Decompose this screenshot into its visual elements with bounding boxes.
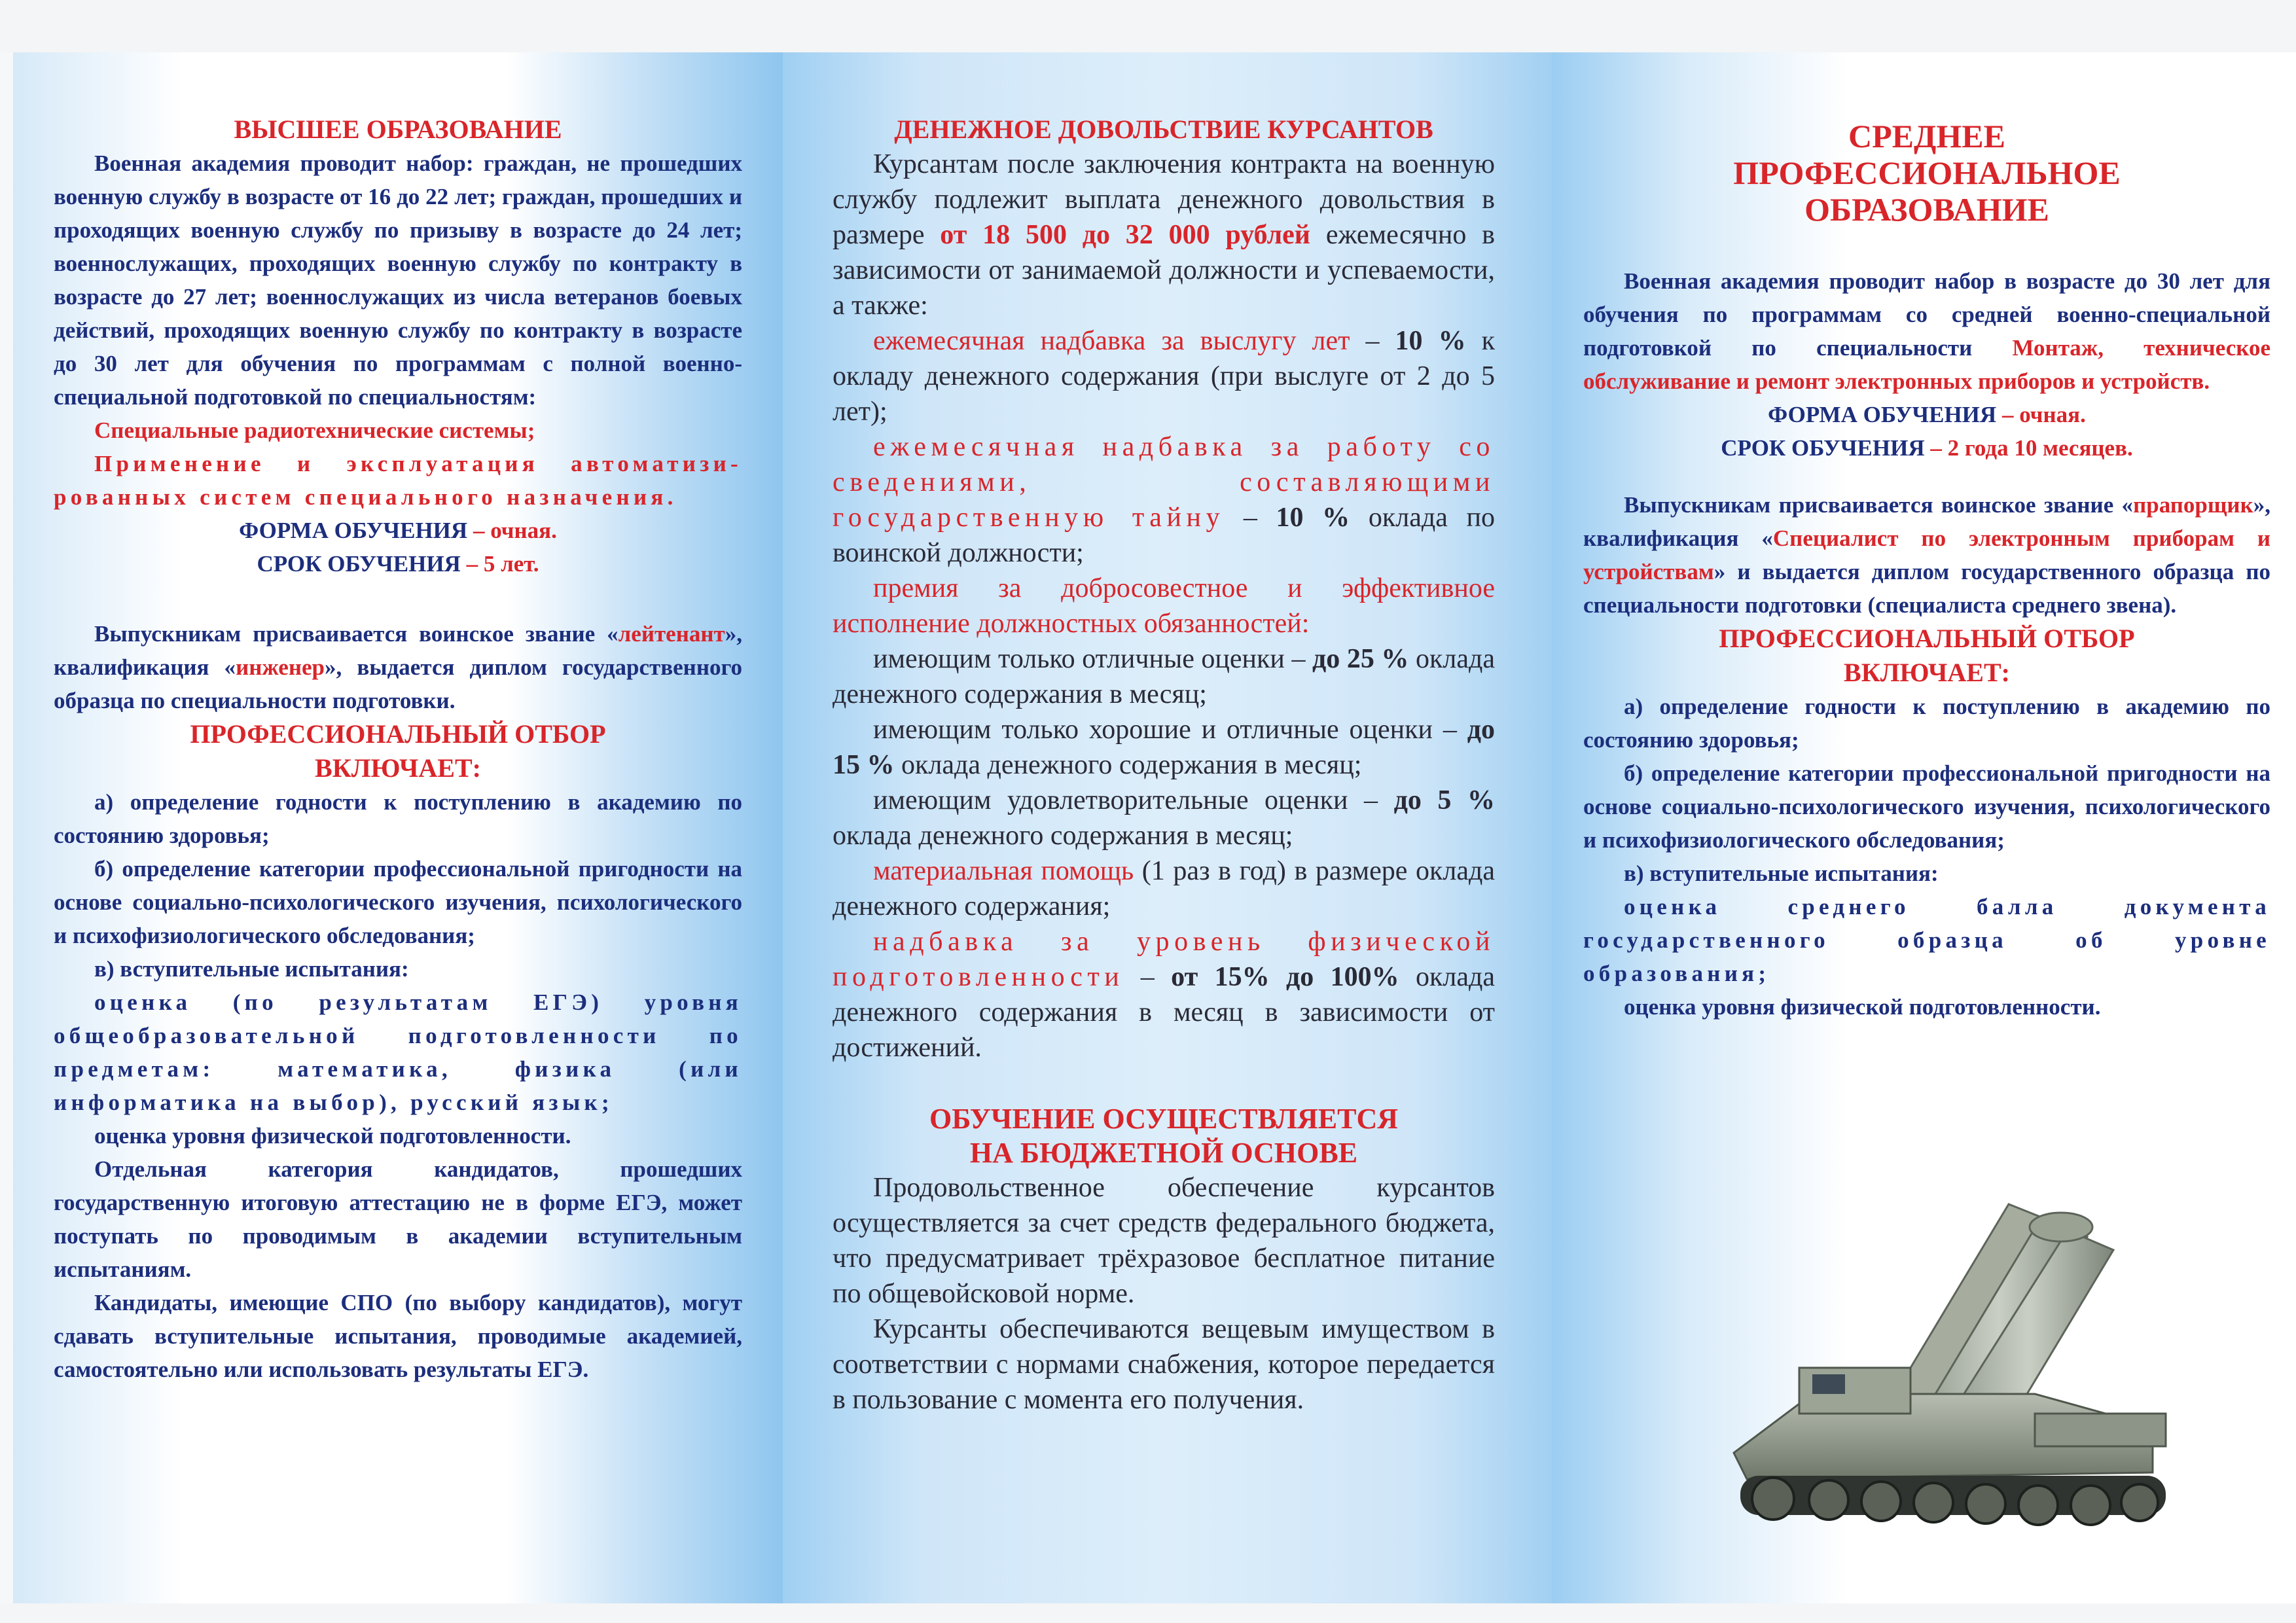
panel-higher-education xyxy=(13,52,783,1603)
material-aid-text: (1 раз в год) в размере оклада денежного содержания; xyxy=(833,856,1495,921)
secondary-selection-c: в) вступительные испытания: xyxy=(1624,861,1939,886)
cadet-pay-intro xyxy=(833,147,1495,323)
premium-good: имеющим только хорошие и отличные оценки – до 15 % оклада денежного содержания в месяц; xyxy=(833,715,1495,780)
higher-education-title: ВЫСШЕЕ ОБРАЗОВАНИЕ xyxy=(234,115,562,144)
selection-b: б) определение категории профессиональной пригодности на основе социально-психологического изучения, психологического и психофизиологического обследования; xyxy=(54,856,742,948)
secondary-graduate-info: Выпускникам присваивается воинское звание «прапорщик», квалификация «Специалист по электронным приборам и устройствам» и выдается диплом государственного образца по специальности подготовки (специалиста среднего звена). xyxy=(1583,492,2270,618)
selection-c1: оценка (по результатам ЕГЭ) уровня общеобразовательной подготовленности по предметам: математика, физика (или информатика на выбор), русский язык; xyxy=(54,990,742,1115)
secondary-study-term: СРОК ОБУЧЕНИЯ – 2 года 10 месяцев. xyxy=(1721,435,2133,461)
panel-secondary-education xyxy=(1552,52,2296,1603)
study-term-value: 5 лет. xyxy=(483,551,539,577)
bonus-secret-label: ежемесячная надбавка за работу со сведениями, составляющими государственную тайну xyxy=(833,432,1495,533)
graduate-rank: лейтенант xyxy=(618,621,725,647)
cadet-pay-amount: от 18 500 до 32 000 рублей xyxy=(940,220,1311,250)
note-1: Отдельная категория кандидатов, прошедших государственную итоговую аттестацию не в форме ЕГЭ, может поступать по проводимым в академии вступительным испытаниям. xyxy=(54,1156,742,1282)
specialty-2: Применение и эксплуатация автоматизи-рованных систем специального назначения. xyxy=(54,451,742,510)
secondary-graduate-rank: прапорщик xyxy=(2133,492,2253,518)
panel-cadet-pay xyxy=(783,52,1552,1603)
secondary-term-value: 2 года 10 месяцев. xyxy=(1947,435,2133,461)
missile-launcher-illustration xyxy=(1695,1178,2284,1584)
bonus-secret-text: оклада по воинской должности; xyxy=(833,503,1495,568)
premium-excellent: имеющим только отличные оценки – до 25 % оклада денежного содержания в месяц; xyxy=(833,644,1496,709)
bonus-secret-value: 10 % xyxy=(1276,503,1350,533)
secondary-selection-c2: оценка уровня физической подготовленности. xyxy=(1624,994,2101,1020)
premium-excellent-value: до 25 % xyxy=(1312,644,1409,674)
bonus-seniority-label: ежемесячная надбавка за выслугу лет xyxy=(873,326,1350,356)
premium-satisfactory: имеющим удовлетворительные оценки – до 5 % оклада денежного содержания в месяц; xyxy=(833,785,1495,851)
bottom-margin xyxy=(0,1603,2296,1623)
panel-3-content xyxy=(1583,118,2270,1024)
higher-education-intro: Военная академия проводит набор: граждан, не прошедших военную службу в возрасте от 16 до 22 лет; граждан, прошедших и проходящих военную службу по призыву в возрасте до 24 лет; военнослужащих, проходящих военную службу по контракту в возрасте до 27 лет; военнослужащих из числа ветеранов боевых действий, проходящих военную службу по контракту в возрасте до 30 лет для обучения по программам с полной военно-специальной подготовкой по специальностям: xyxy=(54,151,742,410)
secondary-intro-text: Военная академия проводит набор в возрасте до 30 лет для обучения по программам со средней военно-специальной подготовкой по специальности xyxy=(1583,268,2270,361)
secondary-title-1: СРЕДНЕЕ xyxy=(1848,118,2005,154)
bonus-physical-value: от 15% до 100% xyxy=(1171,962,1399,992)
bonus-secret: ежемесячная надбавка за работу со сведениями, составляющими государственную тайну – 10 % оклада по воинской должности; xyxy=(833,432,1495,568)
bonus-seniority: ежемесячная надбавка за выслугу лет – 10 % к окладу денежного содержания (при выслуге от 2 до 5 лет); xyxy=(833,326,1495,427)
secondary-title-2: ПРОФЕССИОНАЛЬНОЕ xyxy=(1733,154,2121,191)
top-margin xyxy=(0,0,2296,52)
selection-title-2: ВКЛЮЧАЕТ: xyxy=(315,753,481,783)
study-form-value: очная. xyxy=(490,518,557,543)
secondary-study-form: ФОРМА ОБУЧЕНИЯ – очная. xyxy=(1768,402,2086,427)
budget-clothing: Курсанты обеспечиваются вещевым имуществом в соответствии с нормами снабжения, которое передается в пользование с момента его получения. xyxy=(833,1314,1495,1415)
secondary-selection-a: а) определение годности к поступлению в академию по состоянию здоровья; xyxy=(1583,694,2270,753)
secondary-selection-title-1: ПРОФЕССИОНАЛЬНЫЙ ОТБОР xyxy=(1719,624,2135,653)
secondary-title-3: ОБРАЗОВАНИЕ xyxy=(1804,191,2049,228)
secondary-selection-title-2: ВКЛЮЧАЕТ: xyxy=(1844,658,2010,687)
panel-2-content xyxy=(833,113,1495,1418)
bonus-physical-text: оклада денежного содержания в месяц в зависимости от достижений. xyxy=(833,962,1496,1063)
secondary-form-value: очная. xyxy=(2019,402,2086,427)
budget-food: Продовольственное обеспечение курсантов осуществляется за счет средств федерального бюджета, что предусматривает трёхразовое бесплатное питание по общевойсковой норме. xyxy=(833,1173,1495,1309)
study-form-label: ФОРМА ОБУЧЕНИЯ xyxy=(239,518,468,543)
secondary-graduate-qualification: Специалист по электронным приборам и устройствам xyxy=(1583,526,2270,584)
bonus-seniority-value: 10 % xyxy=(1395,326,1466,356)
material-aid-label: материальная помощь xyxy=(873,856,1134,886)
graduate-info xyxy=(54,617,742,717)
graduate-text-1: Выпускникам присваивается воинское звание « xyxy=(94,621,619,647)
specialty-1: Специальные радиотехнические системы; xyxy=(94,418,535,443)
note-2: Кандидаты, имеющие СПО (по выбору кандидатов), могут сдавать вступительные испытания, проводимые академией, самостоятельно или использовать результаты ЕГЭ. xyxy=(54,1290,742,1382)
selection-c: в) вступительные испытания: xyxy=(94,956,409,982)
study-term-label: СРОК ОБУЧЕНИЯ xyxy=(257,551,461,577)
bonus-physical-label: надбавка за уровень физической подготовленности xyxy=(833,927,1495,992)
budget-title-1: ОБУЧЕНИЕ ОСУЩЕСТВЛЯЕТСЯ xyxy=(929,1103,1398,1135)
study-form: ФОРМА ОБУЧЕНИЯ – очная. xyxy=(239,518,557,543)
secondary-selection-b: б) определение категории профессиональной пригодности на основе социально-психологического изучения, психологического и психофизиологического обследования; xyxy=(1583,760,2270,853)
premium-good-value: до 15 % xyxy=(833,715,1495,780)
graduate-text-3: », выдается диплом государственного образца по специальности подготовки. xyxy=(54,654,743,713)
secondary-form-label: ФОРМА ОБУЧЕНИЯ xyxy=(1768,402,1997,427)
selection-a: а) определение годности к поступлению в академию по состоянию здоровья; xyxy=(54,789,742,848)
cadet-pay-intro-2: ежемесячно в зависимости от занимаемой должности и успеваемости, а также: xyxy=(833,220,1496,321)
secondary-selection-c1: оценка среднего балла документа государственного образца об уровне образования; xyxy=(1583,894,2270,986)
bonus-premium-label: премия за добросовестное и эффективное исполнение должностных обязанностей: xyxy=(833,573,1495,639)
material-aid xyxy=(833,853,1495,924)
graduate-text-2: », квалификация « xyxy=(54,621,742,680)
secondary-specialty: Монтаж, техническое обслуживание и ремонт электронных приборов и устройств. xyxy=(1583,335,2270,394)
cadet-pay-intro-1: Курсантам после заключения контракта на военную службу подлежит выплата денежного довольствия в размере xyxy=(833,149,1495,250)
secondary-term-label: СРОК ОБУЧЕНИЯ xyxy=(1721,435,1925,461)
panel-1-content xyxy=(54,113,742,1386)
secondary-intro xyxy=(1583,264,2270,398)
study-term: СРОК ОБУЧЕНИЯ – 5 лет. xyxy=(257,551,539,577)
bonus-physical: надбавка за уровень физической подготовленности – от 15% до 100% оклада денежного содержания в месяц в зависимости от достижений. xyxy=(833,927,1496,1063)
selection-title-1: ПРОФЕССИОНАЛЬНЫЙ ОТБОР xyxy=(190,719,606,749)
bonus-seniority-text: к окладу денежного содержания (при выслуге от 2 до 5 лет); xyxy=(833,326,1495,427)
cadet-pay-title: ДЕНЕЖНОЕ ДОВОЛЬСТВИЕ КУРСАНТОВ xyxy=(894,115,1433,144)
budget-title-2: НА БЮДЖЕТНОЙ ОСНОВЕ xyxy=(969,1137,1358,1169)
premium-satisfactory-value: до 5 % xyxy=(1393,785,1495,815)
selection-c2: оценка уровня физической подготовленности. xyxy=(94,1123,571,1149)
graduate-qualification: инженер xyxy=(236,654,325,680)
